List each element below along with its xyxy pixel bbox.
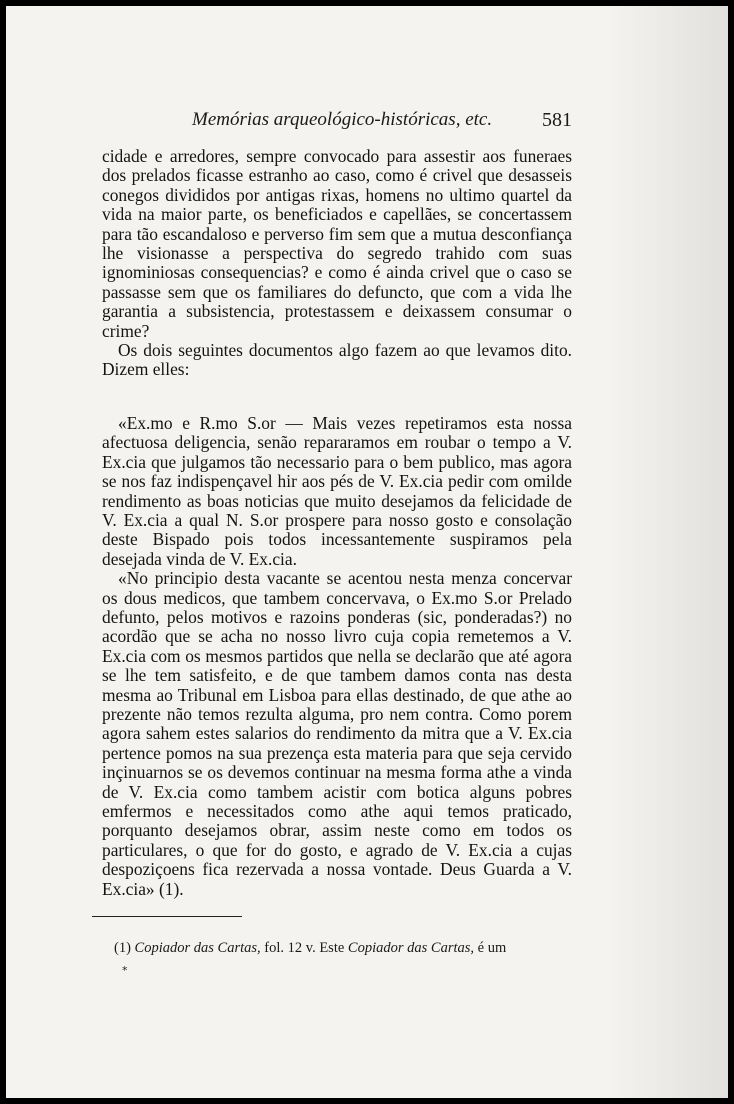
footnote-text-end: é um — [477, 940, 507, 956]
running-head — [102, 109, 572, 137]
book-page — [6, 6, 728, 1098]
paragraph-intro: Os dois seguintes documentos algo fazem ao que levamos dito. Dizem elles: — [102, 340, 572, 380]
body-text — [102, 147, 572, 899]
footnote — [114, 940, 566, 957]
quoted-letter-paragraph-1: «Ex.mo e R.mo S.or — Mais vezes repetiramos esta nossa afectuosa deligencia, senão repararamos em roubar o tempo a V. Ex.cia que julgamos tão necessario para o bem publico, mas agora se nos faz indispençavel hir aos pés de V. Ex.cia pedir com omilde rendimento as boas noticias que muito desejamos da felicidade de V. Ex.cia a qual N. S.or prospere para nosso gosto e consolação deste Bispado pois todos incessantemente suspiramos pela desejada vinda de V. Ex.cia. — [102, 412, 572, 569]
signature-mark: * — [122, 964, 128, 977]
running-title: Memórias arqueológico-históricas, etc. — [192, 109, 493, 130]
footnote-italic-title: Copiador das Cartas, — [134, 940, 261, 956]
footnote-marker: (1) — [114, 940, 131, 956]
quoted-letter-paragraph-2: «No principio desta vacante se acentou nesta menza concervar os dous medicos, que tambem concervava, o Ex.mo S.or Prelado defunto, pelos motivos e razoins ponderas (sic, ponderadas?) no acordão que se acha no nosso livro cuja copia remetemos a V. Ex.cia com os mesmos partidos que nella se declarão que até agora se lhe tem satisfeito, e de que tambem damos conta nas desta mesma ao Tribunal em Lisboa para ellas destinado, de que athe ao prezente não temos rezulta alguma, pro nem contra. Como porem agora sahem estes salarios do rendimento da mitra que a V. Ex.cia pertence pomos na sua prezença esta materia para que seja cervido inçinuarnos se os devemos continuar na mesma forma athe a vinda de V. Ex.cia como tambem acistir com botica alguns pobres emfermos e necessitados como athe aqui temos praticado, porquanto desejamos obrar, assim neste como em todos os particulares, o que for do gosto, e agrado de V. Ex.cia a cujas despoziçoens fica rezervada a nossa vontade. Deus Guarda a V. Ex.cia» (1). — [102, 568, 572, 899]
page-number: 581 — [542, 109, 572, 131]
footnote-divider — [92, 916, 242, 917]
footnote-italic-title-2: Copiador das Cartas, — [347, 940, 475, 956]
footnote-text: fol. 12 v. Este — [264, 940, 345, 956]
paragraph-continued: cidade e arredores, sempre convocado para assestir aos funeraes dos prelados ficasse estranho ao caso, como é crivel que desasseis conegos divididos por antigas rixas, homens no ultimo quartel da vida na maior parte, os beneficiados e capellães, se concertassem para tão escandaloso e perverso fim sem que a mutua desconfiança lhe visionasse a perspectiva do segredo trahido com suas ignominiosas consequencias? e como é ainda crivel que o caso se passasse sem que os familiares do defuncto, que com a vida lhe garantia a subsistencia, protestassem e deixassem consumar o crime? — [102, 146, 572, 341]
